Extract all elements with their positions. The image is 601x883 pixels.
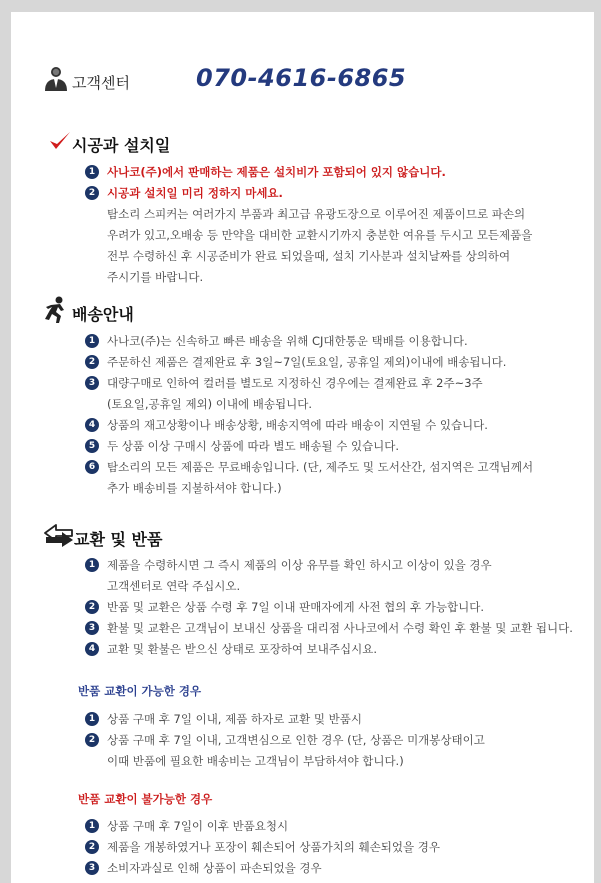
list-item-text: (토요일,공휴일 제외) 이내에 배송됩니다. <box>107 397 312 411</box>
number-badge: 1 <box>85 558 99 572</box>
number-badge: 3 <box>85 861 99 875</box>
list-item-text: 사나코(주)는 신속하고 빠른 배송을 위해 CJ대한통운 택배를 이용합니다. <box>107 334 468 348</box>
list-item-text: 전부 수령하신 후 시공준비가 완료 되었을때, 설치 기사분과 설치날짜를 상의하여 <box>107 249 511 263</box>
section-title-install: 시공과 설치일 <box>72 136 171 155</box>
number-badge: 6 <box>85 460 99 474</box>
list-item-text: 두 상품 이상 구매시 상품에 따라 별도 배송될 수 있습니다. <box>107 439 400 453</box>
number-badge: 3 <box>85 376 99 390</box>
list-item-text: 반품 및 교환은 상품 수령 후 7일 이내 판매자에게 사전 협의 후 가능합니다. <box>107 600 484 614</box>
list-item-text: 소비자과실로 인해 상품이 파손되었을 경우 <box>107 861 322 875</box>
number-badge: 1 <box>85 165 99 179</box>
check-mark-icon <box>48 130 72 152</box>
list-item-text: 상품 구매 후 7일 이내, 제품 하자로 교환 및 반품시 <box>107 712 362 726</box>
number-badge: 4 <box>85 418 99 432</box>
number-badge: 2 <box>85 840 99 854</box>
list-item-text: 환불 및 교환은 고객님이 보내신 상품을 대리점 사나코에서 수령 확인 후 환불 및 교환 됩니다. <box>107 621 573 635</box>
number-badge: 2 <box>85 733 99 747</box>
section-title-shipping: 배송안내 <box>72 305 134 324</box>
number-badge: 2 <box>85 355 99 369</box>
list-item-text: 우려가 있고,오배송 등 만약을 대비한 교환시기까지 충분한 여유를 두시고 모든제품을 <box>107 228 533 242</box>
number-badge: 2 <box>85 186 99 200</box>
number-badge: 3 <box>85 621 99 635</box>
subsection-title-possible: 반품 교환이 가능한 경우 <box>78 684 202 698</box>
exchange-arrows-icon <box>44 524 74 548</box>
customer-center-label: 고객센터 <box>72 74 130 92</box>
list-item-text: 고객센터로 연락 주십시오. <box>107 579 241 593</box>
list-item-text: 제품을 개봉하였거나 포장이 훼손되어 상품가치의 훼손되었을 경우 <box>107 840 440 854</box>
list-item-text: 제품을 수령하시면 그 즉시 제품의 이상 유무를 확인 하시고 이상이 있을 경우 <box>107 558 492 572</box>
list-item-text: 교환 및 환불은 받으신 상태로 포장하여 보내주십시요. <box>107 642 377 656</box>
list-item-text: 탐소리 스피커는 여러가지 부품과 최고급 유광도장으로 이루어진 제품이므로 파손의 <box>107 207 526 221</box>
subsection-title-impossible: 반품 교환이 불가능한 경우 <box>78 792 213 806</box>
section-title-exchange: 교환 및 반품 <box>74 530 163 549</box>
running-person-icon <box>42 296 70 324</box>
list-item-text: 주시기를 바랍니다. <box>107 270 204 284</box>
number-badge: 1 <box>85 819 99 833</box>
list-item-text: 시공과 설치일 미리 정하지 마세요. <box>107 186 283 200</box>
number-badge: 4 <box>85 642 99 656</box>
phone-number[interactable]: 070-4616-6865 <box>196 64 407 92</box>
number-badge: 1 <box>85 712 99 726</box>
list-item-text: 사나코(주)에서 판매하는 제품은 설치비가 포함되어 있지 않습니다. <box>107 165 446 179</box>
list-item-text: 상품 구매 후 7일이 이후 반품요청시 <box>107 819 289 833</box>
list-item-text: 이때 반품에 필요한 배송비는 고객님이 부담하셔야 합니다.) <box>107 754 404 768</box>
list-item-text: 주문하신 제품은 결제완료 후 3일~7일(토요일, 공휴일 제외)이내에 배송됩니다. <box>107 355 507 369</box>
customer-service-icon <box>44 66 68 92</box>
list-item-text: 탐소리의 모든 제품은 무료배송입니다. (단, 제주도 및 도서산간, 섬지역은 고객님께서 <box>107 460 534 474</box>
number-badge: 2 <box>85 600 99 614</box>
list-item-text: 상품의 재고상황이나 배송상황, 배송지역에 따라 배송이 지연될 수 있습니다. <box>107 418 488 432</box>
number-badge: 5 <box>85 439 99 453</box>
list-item-text: 추가 배송비를 지불하셔야 합니다.) <box>107 481 282 495</box>
list-item-text: 대량구매로 인하여 컬러를 별도로 지정하신 경우에는 결제완료 후 2주~3주 <box>107 376 483 390</box>
number-badge: 1 <box>85 334 99 348</box>
list-item-text: 상품 구매 후 7일 이내, 고객변심으로 인한 경우 (단, 상품은 미개봉상태이고 <box>107 733 485 747</box>
